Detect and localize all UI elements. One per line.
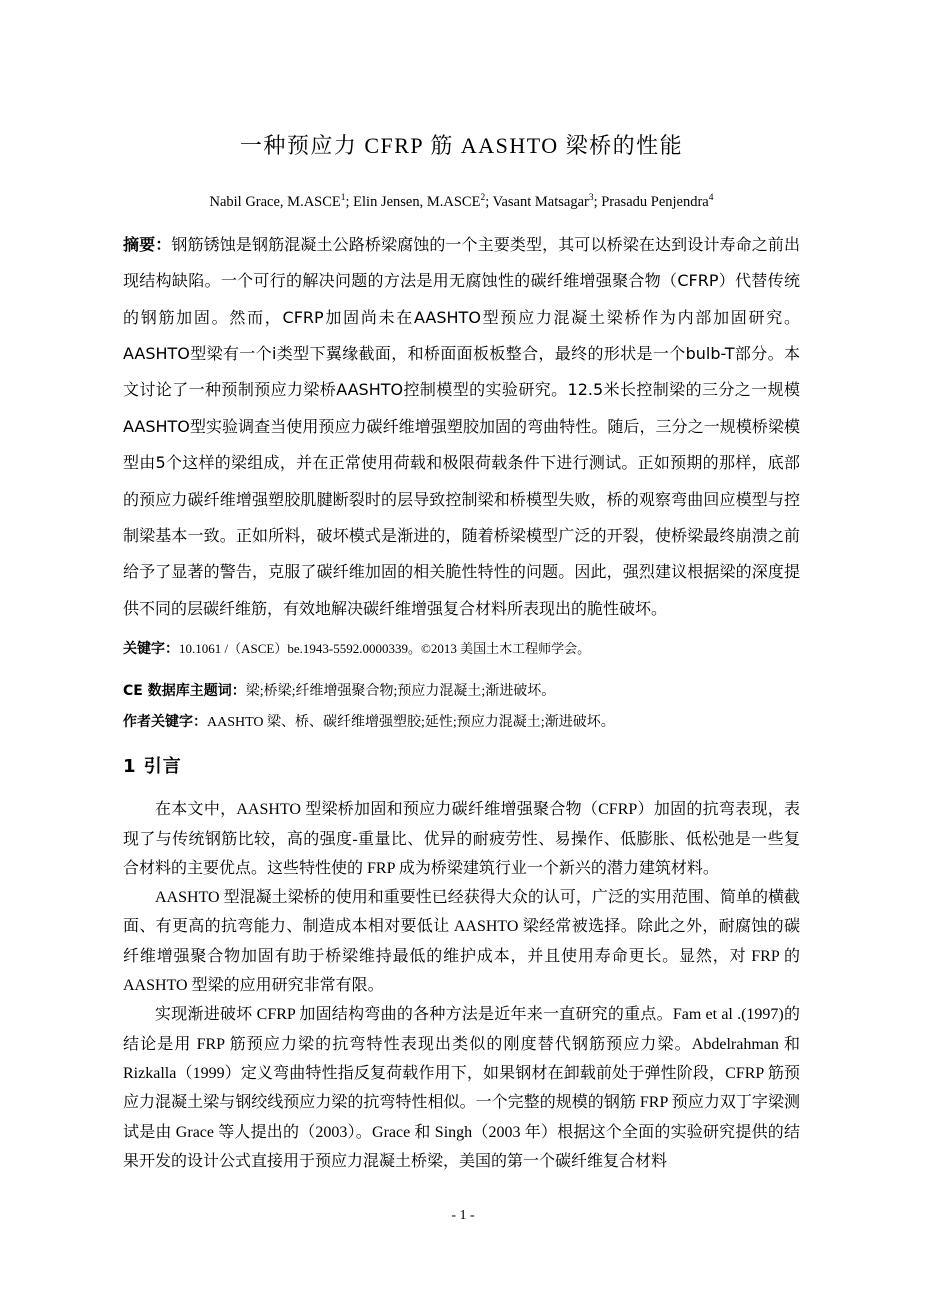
page-title: 一种预应力 CFRP 筋 AASHTO 梁桥的性能 xyxy=(239,133,684,158)
author-keywords-text: AASHTO 梁、桥、碳纤维增强塑胶;延性;预应力混凝土;渐进破坏。 xyxy=(207,715,615,731)
author-name: ; Vasant Matsagar xyxy=(485,193,589,210)
doi-keywords-label: 关键字： xyxy=(123,641,179,658)
author xyxy=(594,194,714,210)
author xyxy=(485,194,593,210)
abstract-text: 钢筋锈蚀是钢筋混凝土公路桥梁腐蚀的一个主要类型，其可以桥梁在达到设计寿命之前出现结构缺陷。一个可行的解决问题的方法是用无腐蚀性的碳纤维增强聚合物（CFRP）代替传统的钢筋加固。然而，CFRP加固尚未在AASHTO型预应力混凝土梁桥作为内部加固研究。AASHTO型梁有一个i类型下翼缘截面，和桥面面板板整合，最终的形状是一个bulb-T部分。本文讨论了一种预制预应力梁桥AASHTO控制模型的实验研究。12.5米长控制梁的三分之一规模AASHTO型实验调查当使用预应力碳纤维增强塑胶加固的弯曲特性。随后，三分之一规模桥梁模型由5个这样的梁组成，并在正常使用荷载和极限荷载条件下进行测试。正如预期的那样，底部的预应力碳纤维增强塑胶肌腱断裂时的层导致控制梁和桥模型失败，桥的观察弯曲回应模型与控制梁基本一致。正如所料，破坏模式是渐进的，随着桥梁模型广泛的开裂，使桥梁最终崩溃之前给予了显著的警告，克服了碳纤维加固的相关脆性特性的问题。因此，强烈建议根据梁的深度提供不同的层碳纤维筋，有效地解决碳纤维增强复合材料所表现出的脆性破坏。 xyxy=(123,234,800,618)
abstract-label: 摘要： xyxy=(123,234,172,254)
body-paragraph: 实现渐进破坏 CFRP 加固结构弯曲的各种方法是近年来一直研究的重点。Fam et al .(1997)的结论是用 FRP 筋预应力梁的抗弯特性表现出类似的刚度替代钢筋预应力梁。Abdelrahman 和 Rizkalla（1999）定义弯曲特性指反复荷载作用下，如果钢材在卸载前处于弹性阶段，CFRP 筋预应力混凝土梁与钢绞线预应力梁的抗弯特性相似。一个完整的规模的钢筋 FRP 预应力双丁字梁测试是由 Grace 等人提出的（2003）。Grace 和 Singh（2003 年）根据这个全面的实验研究提供的结果开发的设计公式直接用于预应力混凝土桥梁，美国的第一个碳纤维复合材料 xyxy=(123,1006,800,1170)
abstract-paragraph xyxy=(123,227,800,627)
author-line xyxy=(123,188,800,212)
author-superscript: 1 xyxy=(340,193,346,203)
author xyxy=(346,194,486,210)
author-superscript: 4 xyxy=(708,193,714,203)
section-heading-introduction: 1 引言 xyxy=(123,756,182,778)
ce-database-subject-label: CE 数据库主题词： xyxy=(123,683,246,700)
author-name: ; Elin Jensen, M.ASCE xyxy=(345,193,481,210)
doi-keywords-text: 10.1061 /（ASCE）be.1943-5592.0000339。©2013 美国土木工程师学会。 xyxy=(179,641,591,657)
author xyxy=(209,194,345,210)
author-keywords-line xyxy=(123,710,800,735)
doi-keywords-line xyxy=(123,637,800,661)
author-superscript: 2 xyxy=(480,193,486,203)
author-keywords-label: 作者关键字： xyxy=(123,714,207,731)
author-superscript: 3 xyxy=(588,193,594,203)
body-paragraph: AASHTO 型混凝土梁桥的使用和重要性已经获得大众的认可，广泛的实用范围、简单的横截面、有更高的抗弯能力、制造成本相对要低让 AASHTO 梁经常被选择。除此之外，耐腐蚀的碳纤维增强聚合物加固有助于桥梁维持最低的维护成本，并且使用寿命更长。显然，对 FRP 的 AASHTO 型梁的应用研究非常有限。 xyxy=(123,889,800,995)
page-number: - 1 - xyxy=(451,1208,475,1223)
author-name: ; Prasadu Penjendra xyxy=(593,193,709,210)
body-paragraph: 在本文中，AASHTO 型梁桥加固和预应力碳纤维增强聚合物（CFRP）加固的抗弯表现，表现了与传统钢筋比较，高的强度-重量比、优异的耐疲劳性、易操作、低膨胀、低松弛是一些复合材料的主要优点。这些特性使的 FRP 成为桥梁建筑行业一个新兴的潜力建筑材料。 xyxy=(123,801,800,877)
author-name: Nabil Grace, M.ASCE xyxy=(209,193,341,210)
ce-database-subject-line xyxy=(123,679,800,704)
ce-database-subject-text: 梁;桥梁;纤维增强聚合物;预应力混凝土;渐进破坏。 xyxy=(245,684,556,700)
